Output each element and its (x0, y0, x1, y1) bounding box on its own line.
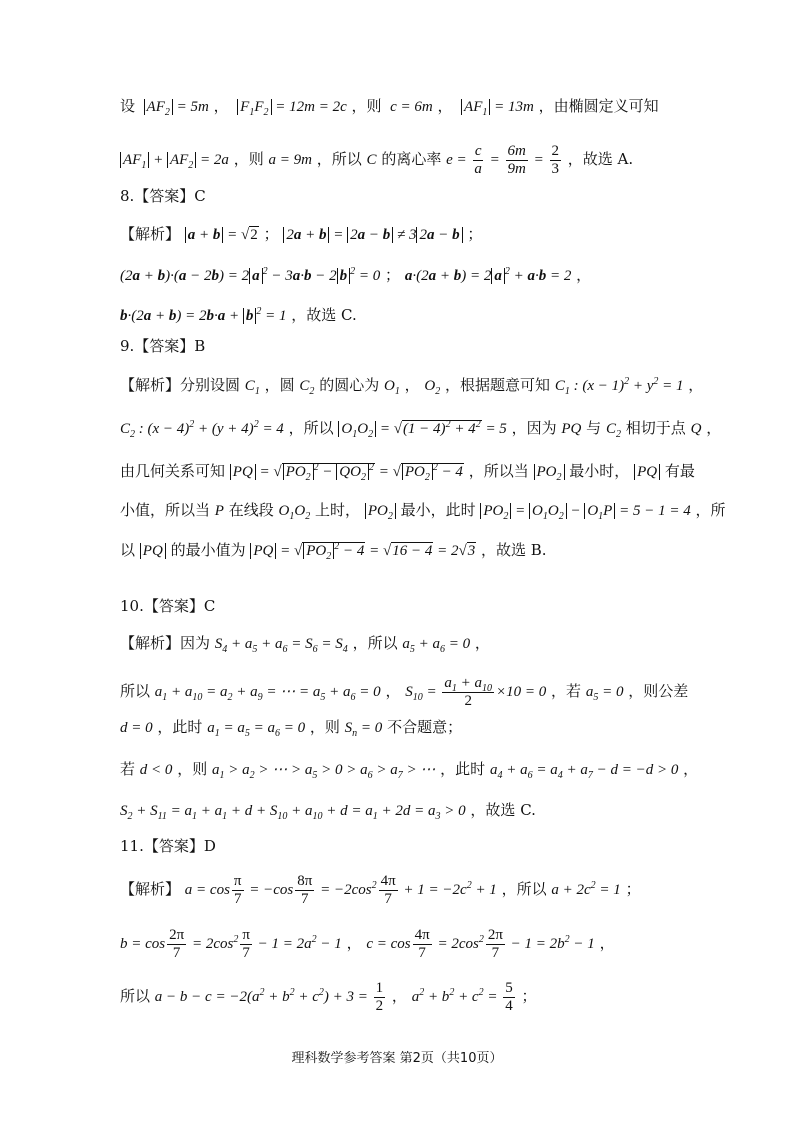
q9-line-2 (120, 418, 721, 439)
text: 【解析】 (120, 225, 181, 243)
q10-line-5 (120, 800, 536, 821)
text: ，所以 (501, 879, 547, 898)
text: 由几何关系可知 (120, 462, 226, 480)
formula: $F_1F_2 = 12m = 2c$ (233, 99, 346, 115)
text: ， (346, 933, 362, 952)
q7-line-1 (120, 96, 659, 117)
text: 【解析】分别设圆 (120, 376, 241, 394)
formula: $a_4 + a_6 = a_4 + a_7 - d = -d > 0$ (489, 762, 679, 781)
text: ，此时 (157, 718, 203, 736)
text: ，故选 A. (567, 149, 634, 168)
text: 最小时， (569, 462, 630, 480)
page-footer: 理科数学参考答案 第2页（共10页） (291, 1051, 503, 1066)
formula: c = cos $\frac{4\pi}{7}$ = $2\cos^2$ $\frac{2\pi}{7}$ − $1 = 2b^2 - 1$ (366, 927, 595, 961)
formula: $O_1O_2$ (278, 503, 311, 522)
q10-line-4 (120, 759, 698, 780)
formula: PQ (561, 421, 582, 437)
formula: $a_5 = 0$ (585, 683, 624, 703)
formula: C (366, 151, 377, 168)
q8-answer: 8.【答案】C (120, 187, 206, 205)
formula: $O_1O_2 = √(1 - 4)^2 + 4^2 = 5$ (338, 421, 506, 437)
q9-line-1 (120, 375, 703, 396)
text: ， (599, 933, 615, 952)
text: ，根据题意可知 (445, 376, 551, 394)
formula: $a - b - c = -2(a^2 + b^2 + c^2) + 3$ = $\frac{1}{2}$ (154, 980, 384, 1014)
q10-line-3 (120, 717, 462, 738)
text: ， (706, 419, 722, 437)
text: 在线段 (228, 501, 274, 519)
text: 【解析】 (120, 879, 181, 898)
formula: $C_2$ (299, 378, 315, 397)
text: 【解析】因为 (120, 634, 211, 652)
text: 小值，所以当 (120, 501, 211, 519)
text: ，由椭圆定义可知 (538, 97, 659, 115)
text: ， (385, 681, 401, 700)
formula: $a_1 + a_{10} = a_2 + a_9$ = ⋯ = $a_5 + a_6 = 0$ (154, 683, 381, 703)
text: ； (467, 225, 483, 243)
text: ，故选 C. (291, 306, 357, 324)
text: ； (521, 986, 537, 1005)
q11-line-2 (120, 927, 615, 962)
text: 不合题意； (387, 718, 463, 736)
text: ，则 (309, 718, 340, 736)
formula: PQ = √ $PO_2^2 - QO_2^2$ = √ $PO_2^2 - 4$ (230, 464, 464, 480)
text: 上时， (315, 501, 361, 519)
text: 相切于点 (625, 419, 686, 437)
text: 的圆心为 (319, 376, 380, 394)
q8-line-1 (120, 224, 482, 245)
formula: $S_2 + S_{11} = a_1 + a_1 + d + S_{10} + a_{10} + d = a_1 + 2d = a_3 > 0$ (120, 803, 466, 822)
text: 有最 (664, 462, 695, 480)
formula: $S_{10}$ = $\frac{a_1 + a_{10}}{2}$ ×10 = 0 (405, 675, 547, 709)
formula: PQ = √ $PO_2^2 - 4 = √16 - 4 = 2√3$ (250, 543, 476, 559)
q11-line-3 (120, 980, 537, 1015)
text: 以 (120, 541, 136, 559)
formula: $PO_2$ (365, 503, 396, 519)
formula: PQ (634, 464, 660, 480)
formula: Q (690, 421, 702, 437)
text: ， (576, 266, 592, 284)
text: ， (474, 634, 490, 652)
q7-line-2 (120, 143, 633, 178)
text: ，则公差 (628, 681, 689, 700)
text: 所以 (120, 681, 151, 700)
formula: $PO_2 = O_1O_2 - O_1P = 5 - 1 = 4$ (480, 503, 690, 519)
text: 所以 (120, 986, 151, 1005)
formula: a = cos $\frac{\pi}{7}$ = −cos $\frac{8\pi}{7}$ = $-2\cos^2$ $\frac{4\pi}{7}$ + $1 = -2c^2 + 1$ (184, 873, 497, 907)
formula: $O_2$ (424, 378, 441, 397)
q10-line-1 (120, 633, 490, 654)
text: ； (625, 879, 641, 898)
q9-line-3 (120, 461, 695, 482)
text: 的最小值为 (170, 541, 246, 559)
q9-line-5 (120, 540, 547, 561)
formula: d < 0 (139, 762, 173, 778)
formula: $a^2 + b^2 + c^2$ = $\frac{5}{4}$ (411, 980, 513, 1014)
formula: $a_1 > a_2$ > ⋯ > $a_5 > 0 > a_6 > a_7$ > ⋯ (212, 762, 436, 781)
text: ，此时 (440, 760, 486, 778)
text: 设 (120, 97, 136, 115)
formula: P (214, 503, 224, 519)
text: ， (683, 760, 699, 778)
text: 与 (586, 419, 602, 437)
text: ， (391, 986, 407, 1005)
q8-line-3 (120, 305, 357, 326)
formula: e = $\frac{c}{a}$ = $\frac{6m}{9m}$ = $\frac{2}{3}$ (446, 143, 559, 177)
formula: a = 9m (268, 151, 312, 168)
text: ，若 (551, 681, 582, 700)
formula: $a_1 = a_5 = a_6 = 0$ (207, 720, 306, 739)
q8-line-2 (120, 265, 591, 286)
q11-answer: 11.【答案】D (120, 837, 216, 855)
formula: $C_2$ (605, 421, 621, 440)
formula: c = 6m (386, 99, 433, 115)
formula: b = cos $\frac{2\pi}{7}$ = $2\cos^2$ $\frac{\pi}{7}$ − $1 = 2a^2 - 1$ (120, 927, 342, 961)
formula: 2a + b = 2a − b ≠ 3 2a − b (283, 227, 462, 243)
text: ，故选 B. (480, 541, 547, 559)
text: ，则 (233, 149, 264, 168)
formula: $S_4 + a_5 + a_6 = S_6 = S_4$ (214, 636, 348, 655)
formula: $C_2$ : $(x - 4)^2 + (y + 4)^2 = 4$ (120, 419, 284, 440)
text: ，因为 (511, 419, 557, 437)
formula: $C_1$ (244, 378, 260, 397)
text: 最小，此时 (400, 501, 476, 519)
text: ，故选 C. (470, 801, 536, 819)
formula: $AF_1 = 13m$ (457, 99, 534, 115)
text: ，所以 (316, 149, 362, 168)
formula: $a + 2c^2 = 1$ (551, 879, 621, 898)
text: ； (385, 266, 401, 284)
q9-answer: 9.【答案】B (120, 337, 206, 355)
formula: a·(2a + b) = 2 a $^2$ + a·b = 2 (404, 266, 572, 284)
text: ，所以 (288, 419, 334, 437)
q11-line-1 (120, 873, 641, 908)
text: 的离心率 (381, 149, 442, 168)
text: ， (437, 97, 453, 115)
formula: $AF_2 = 5m$ (140, 99, 209, 115)
text: ，所以当 (468, 462, 529, 480)
formula: PQ (140, 543, 166, 559)
text: 若 (120, 760, 136, 778)
formula: (2a + b)·(a − 2b) = 2 a $^2$ − 3a·b − 2 b $^2$ = 0 (120, 266, 381, 284)
formula: a + b = √2 (185, 227, 259, 243)
text: ，所以 (352, 634, 398, 652)
formula: $O_1$ (383, 378, 400, 397)
q10-line-2 (120, 675, 688, 710)
formula: b·(2a + b) = 2b·a + b $^2$ = 1 (120, 306, 287, 324)
text: ； (263, 225, 279, 243)
text: ，则 (351, 97, 382, 115)
text: ，则 (177, 760, 208, 778)
q10-answer: 10.【答案】C (120, 597, 216, 615)
text: ，圆 (264, 376, 295, 394)
formula: $C_1$ : $(x - 1)^2 + y^2 = 1$ (554, 376, 684, 397)
text: ， (688, 376, 704, 394)
formula: $AF_1 + AF_2 = 2a$ (120, 152, 229, 168)
q9-line-4 (120, 500, 726, 521)
text: ，所 (695, 501, 726, 519)
text: ， (404, 376, 420, 394)
text: ， (213, 97, 229, 115)
formula: $PO_2$ (534, 464, 565, 480)
formula: d = 0 (120, 720, 153, 736)
formula: $a_5 + a_6 = 0$ (402, 636, 471, 655)
formula: $S_n = 0$ (344, 720, 383, 739)
